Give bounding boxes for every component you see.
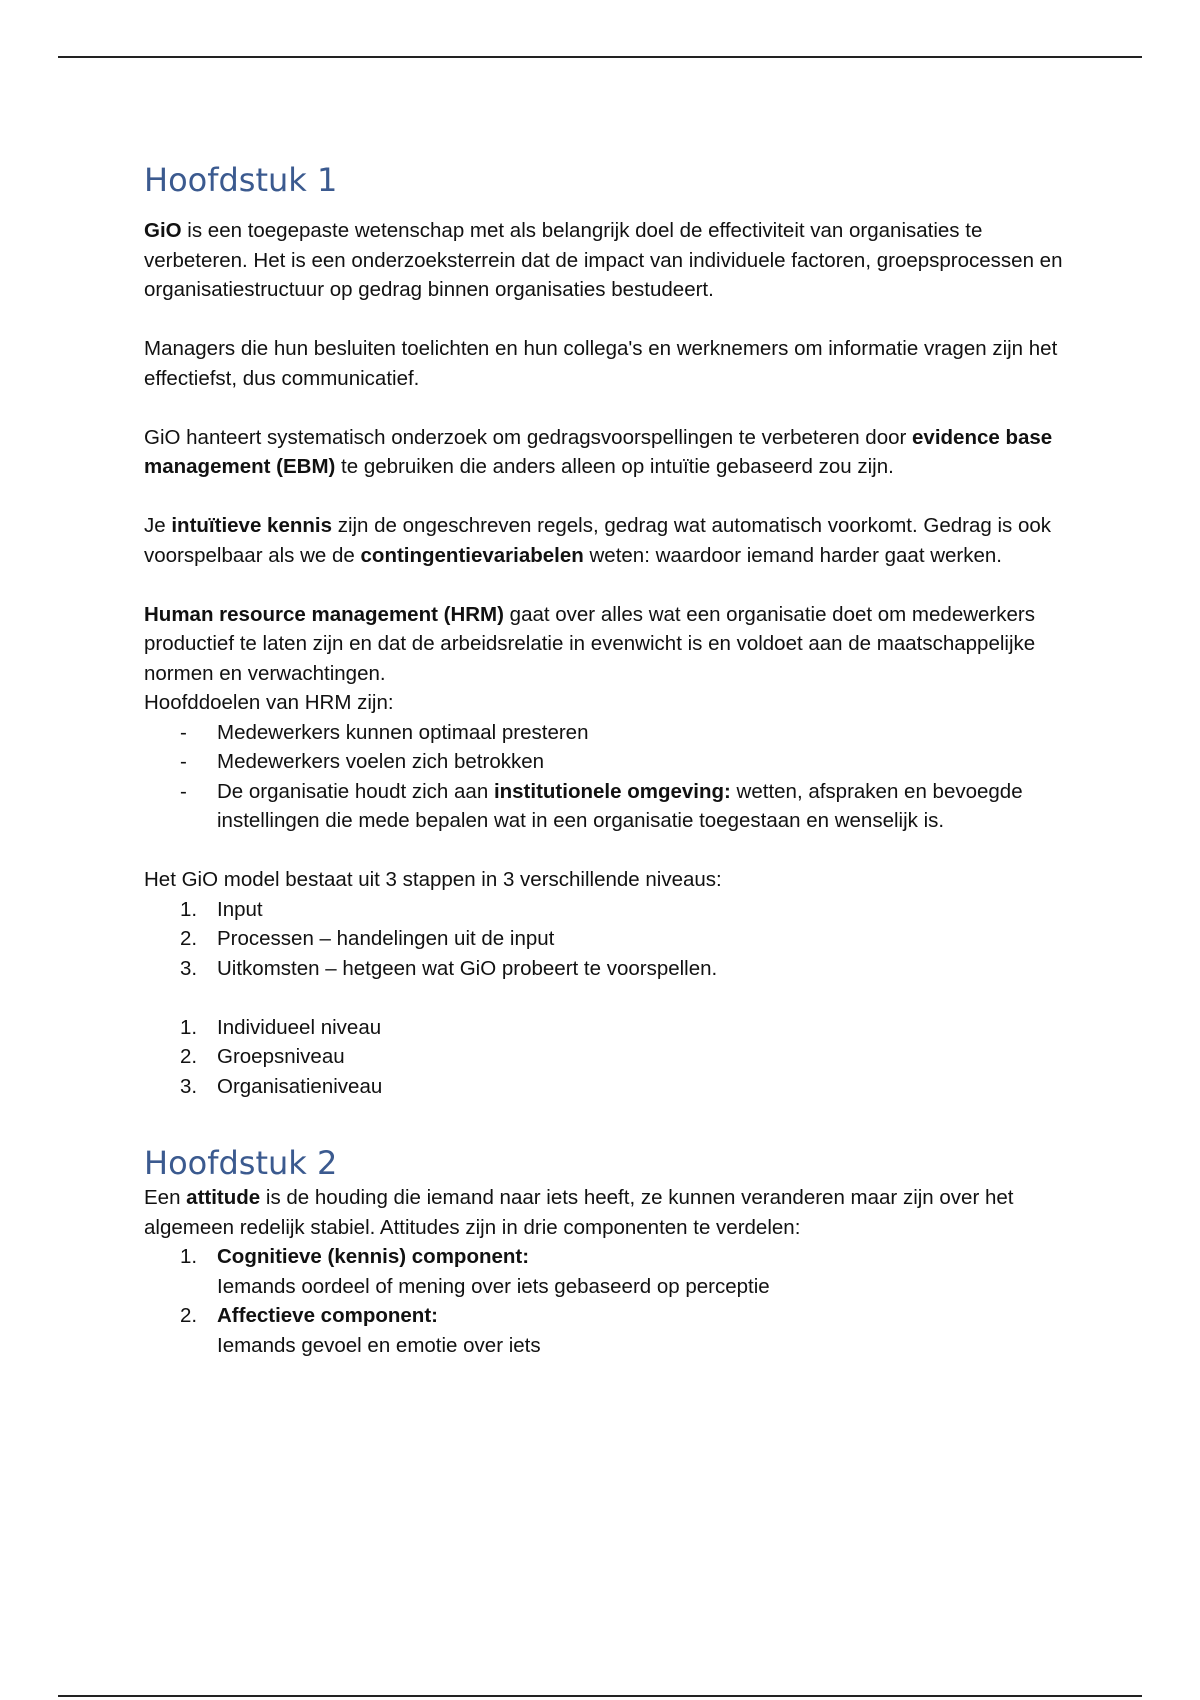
chapter1-paragraph-managers: Managers die hun besluiten toelichten en hun collega's en werknemers om informatie vragen zijn het effectiefst, dus communicatief.	[144, 337, 1058, 390]
component-description: Iemands oordeel of mening over iets gebaseerd op perceptie	[217, 1274, 770, 1298]
chapter1-paragraph-intuitive: Je intuïtieve kennis zijn de ongeschreven regels, gedrag wat automatisch voorkomt. Gedrag is ook voorspelbaar als we de contingentievariabelen weten: waardoor iemand harder gaat werken.	[144, 514, 1052, 567]
component-description: Iemands gevoel en emotie over iets	[217, 1333, 541, 1357]
gio-model-intro: Het GiO model bestaat uit 3 stappen in 3 verschillende niveaus:	[144, 868, 722, 891]
list-item: 3. Uitkomsten – hetgeen wat GiO probeert te voorspellen.	[180, 956, 718, 980]
list-item: 1. Cognitieve (kennis) component: Iemands oordeel of mening over iets gebaseerd op perceptie	[180, 1245, 770, 1298]
attitude-components-list	[144, 1242, 1064, 1360]
hrm-goals-list	[144, 718, 1064, 836]
list-item: 3. Organisatieniveau	[180, 1074, 383, 1098]
chapter1-paragraph-ebm: GiO hanteert systematisch onderzoek om gedragsvoorspellingen te verbeteren door evidence base management (EBM) te gebruiken die anders alleen op intuïtie gebaseerd zou zijn.	[144, 425, 1053, 478]
component-label: Affectieve component:	[217, 1304, 438, 1327]
chapter1-paragraph-hrm: Human resource management (HRM) gaat over alles wat een organisatie doet om medewerkers productief te laten zijn en dat de arbeidsrelatie in evenwicht is en voldoet aan de maatschappelijke normen en verwachtingen.	[144, 602, 1036, 685]
list-item: 2. Groepsniveau	[180, 1045, 345, 1068]
chapter2-paragraph-attitude: Een attitude is de houding die iemand naar iets heeft, ze kunnen veranderen maar zijn over het algemeen redelijk stabiel. Attitudes zijn in drie componenten te verdelen:	[144, 1186, 1014, 1239]
footer-rule	[58, 1695, 1142, 1697]
list-item: - Medewerkers voelen zich betrokken	[180, 750, 545, 773]
gio-model-steps-list	[144, 895, 1064, 984]
gio-model-levels-list	[144, 1013, 1064, 1102]
chapter1-heading: Hoofdstuk 1	[144, 161, 338, 199]
component-label: Cognitieve (kennis) component:	[217, 1245, 530, 1268]
list-item: 1. Individueel niveau	[180, 1015, 382, 1039]
hrm-goals-intro: Hoofddoelen van HRM zijn:	[144, 691, 394, 714]
chapter2-heading: Hoofdstuk 2	[144, 1144, 338, 1182]
list-item: - Medewerkers kunnen optimaal presteren	[180, 720, 589, 744]
list-item: 2. Affectieve component: Iemands gevoel en emotie over iets	[180, 1304, 541, 1357]
list-item: - De organisatie houdt zich aan institutionele omgeving: wetten, afspraken en bevoegde instellingen die mede bepalen wat in een organisatie toegestaan en wenselijk is.	[180, 779, 1023, 832]
list-item: 2. Processen – handelingen uit de input	[180, 927, 555, 950]
document-page	[144, 160, 1064, 1360]
header-rule	[58, 56, 1142, 58]
chapter1-paragraph-gio: GiO is een toegepaste wetenschap met als belangrijk doel de effectiviteit van organisaties te verbeteren. Het is een onderzoeksterrein dat de impact van individuele factoren, groepsprocessen en organisatiestructuur op gedrag binnen organisaties bestudeert.	[144, 219, 1063, 301]
list-item: 1. Input	[180, 897, 263, 921]
